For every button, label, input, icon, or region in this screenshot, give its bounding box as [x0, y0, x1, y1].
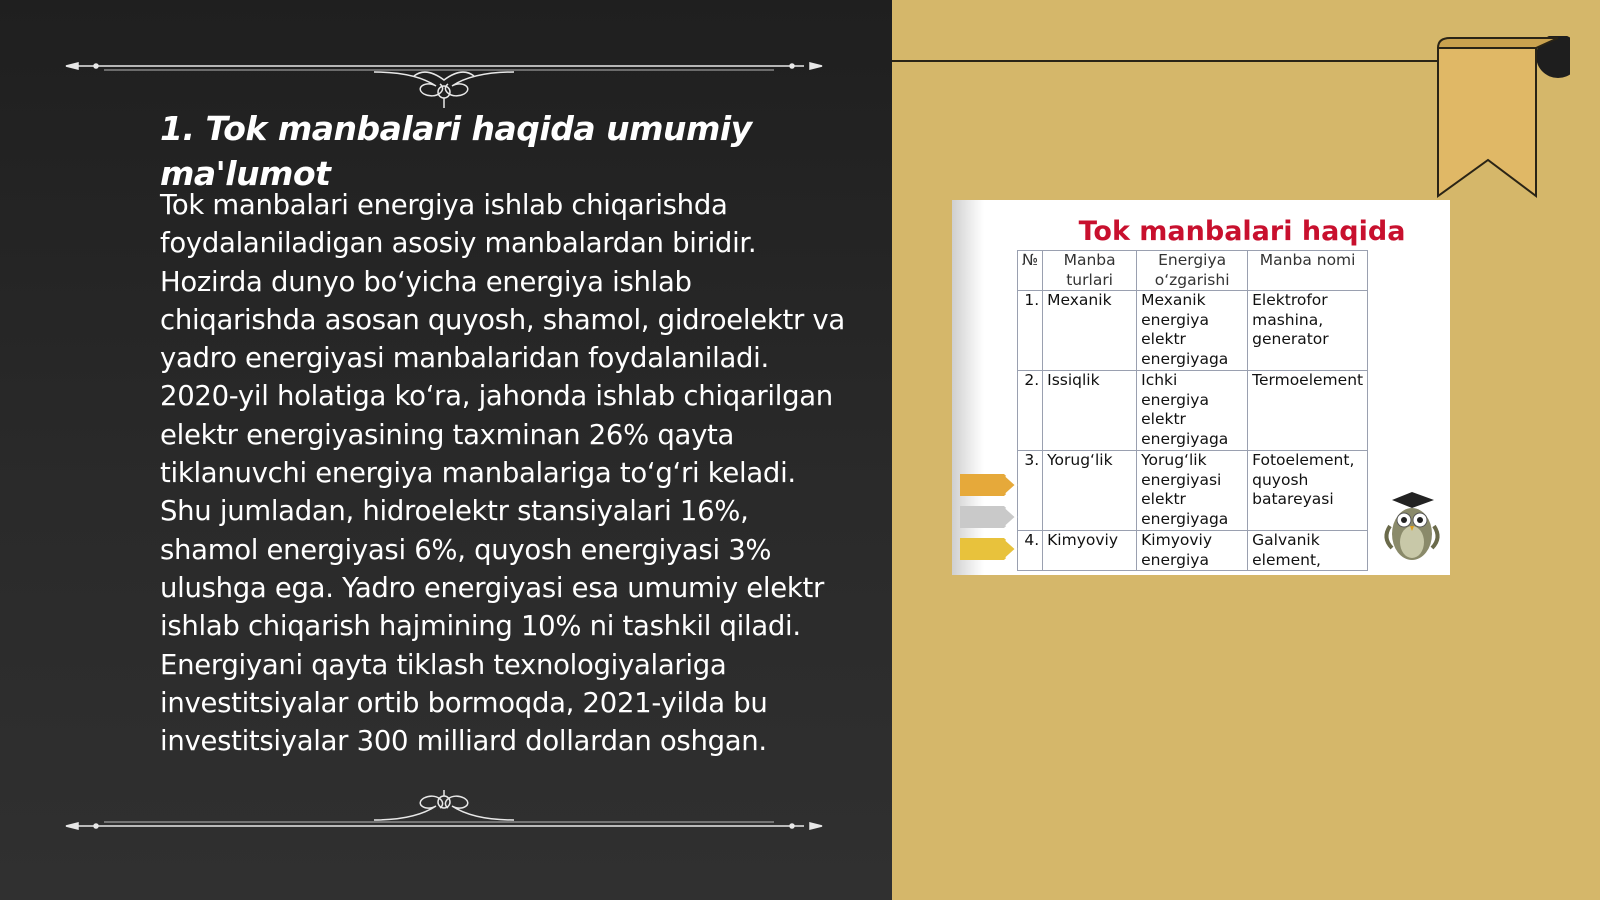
table-cell: Kimyoviy energiya: [1137, 531, 1248, 571]
gold-tab-arrow-icon: [960, 470, 1022, 500]
table-header-cell: Manba turlari: [1043, 251, 1137, 291]
table-cell: Yorug‘lik: [1043, 451, 1137, 531]
table-cell: Galvanik element,: [1248, 531, 1368, 571]
table-cell: Yorug‘lik energiyasi elektr energiyaga: [1137, 451, 1248, 531]
table-cell: 2.: [1018, 371, 1043, 451]
table-cell: Termoelement: [1248, 371, 1368, 451]
silver-tab-arrow-icon: [960, 502, 1022, 532]
slide-title: 1. Tok manbalari haqida umumiy ma'lumot: [160, 109, 752, 193]
table-header-cell: Energiya o‘zgarishi: [1137, 251, 1248, 291]
table-cell: Elektrofor mashina, generator: [1248, 291, 1368, 371]
slide-body-text: Tok manbalari energiya ishlab chiqarishda foydalaniladigan asosiy manbalardan biridir. Hozirda dunyo bo‘yicha energiya ishlab chiqarishda asosan quyosh, shamol, gidroelektr va yadro energiyasi manbalaridan foydalaniladi. 2020-yil holatiga ko‘ra, jahonda ishlab chiqarilgan elektr energiyasining taxminan 26% qayta tiklanuvchi energiya manbalariga to‘g‘ri keladi. Shu jumladan, hidroelektr stansiyalari 16%, shamol energiyasi 6%, quyosh energiyasi 3% ulushga ega. Yadro energiyasi esa umumiy elektr ishlab chiqarish hajmining 10% ni tashkil qiladi. Energiyani qayta tiklash texnologiyalariga investitsiyalar ortib bormoqda, 2021-yilda bu investitsiyalar 300 milliard dollardan oshgan.: [160, 189, 845, 758]
table-row: [1018, 371, 1368, 451]
table-image-card: [952, 200, 1450, 575]
table-row: [1018, 291, 1368, 371]
table-cell: Mexanik: [1043, 291, 1137, 371]
bookmark-ribbon-icon: [1430, 36, 1570, 201]
table-cell: Ichki energiya elektr energiyaga: [1137, 371, 1248, 451]
bottom-scroll-ornament-icon: [64, 790, 824, 840]
table-row: [1018, 451, 1368, 531]
table-cell: 1.: [1018, 291, 1043, 371]
energy-sources-table: [1017, 250, 1368, 571]
table-cell: 4.: [1018, 531, 1043, 571]
table-cell: Issiqlik: [1043, 371, 1137, 451]
table-cell: Mexanik energiya elektr energiyaga: [1137, 291, 1248, 371]
table-header-cell: №: [1018, 251, 1043, 291]
yellow-tab-arrow-icon: [960, 534, 1022, 564]
table-row: [1018, 531, 1368, 571]
table-cell: 3.: [1018, 451, 1043, 531]
top-scroll-ornament-icon: [64, 58, 824, 108]
table-header-row: [1018, 251, 1368, 291]
owl-graduate-icon: [1378, 486, 1446, 566]
table-cell: Fotoelement, quyosh batareyasi: [1248, 451, 1368, 531]
table-cell: Kimyoviy: [1043, 531, 1137, 571]
table-image-title: Tok manbalari haqida: [1078, 216, 1406, 247]
table-header-cell: Manba nomi: [1248, 251, 1368, 291]
